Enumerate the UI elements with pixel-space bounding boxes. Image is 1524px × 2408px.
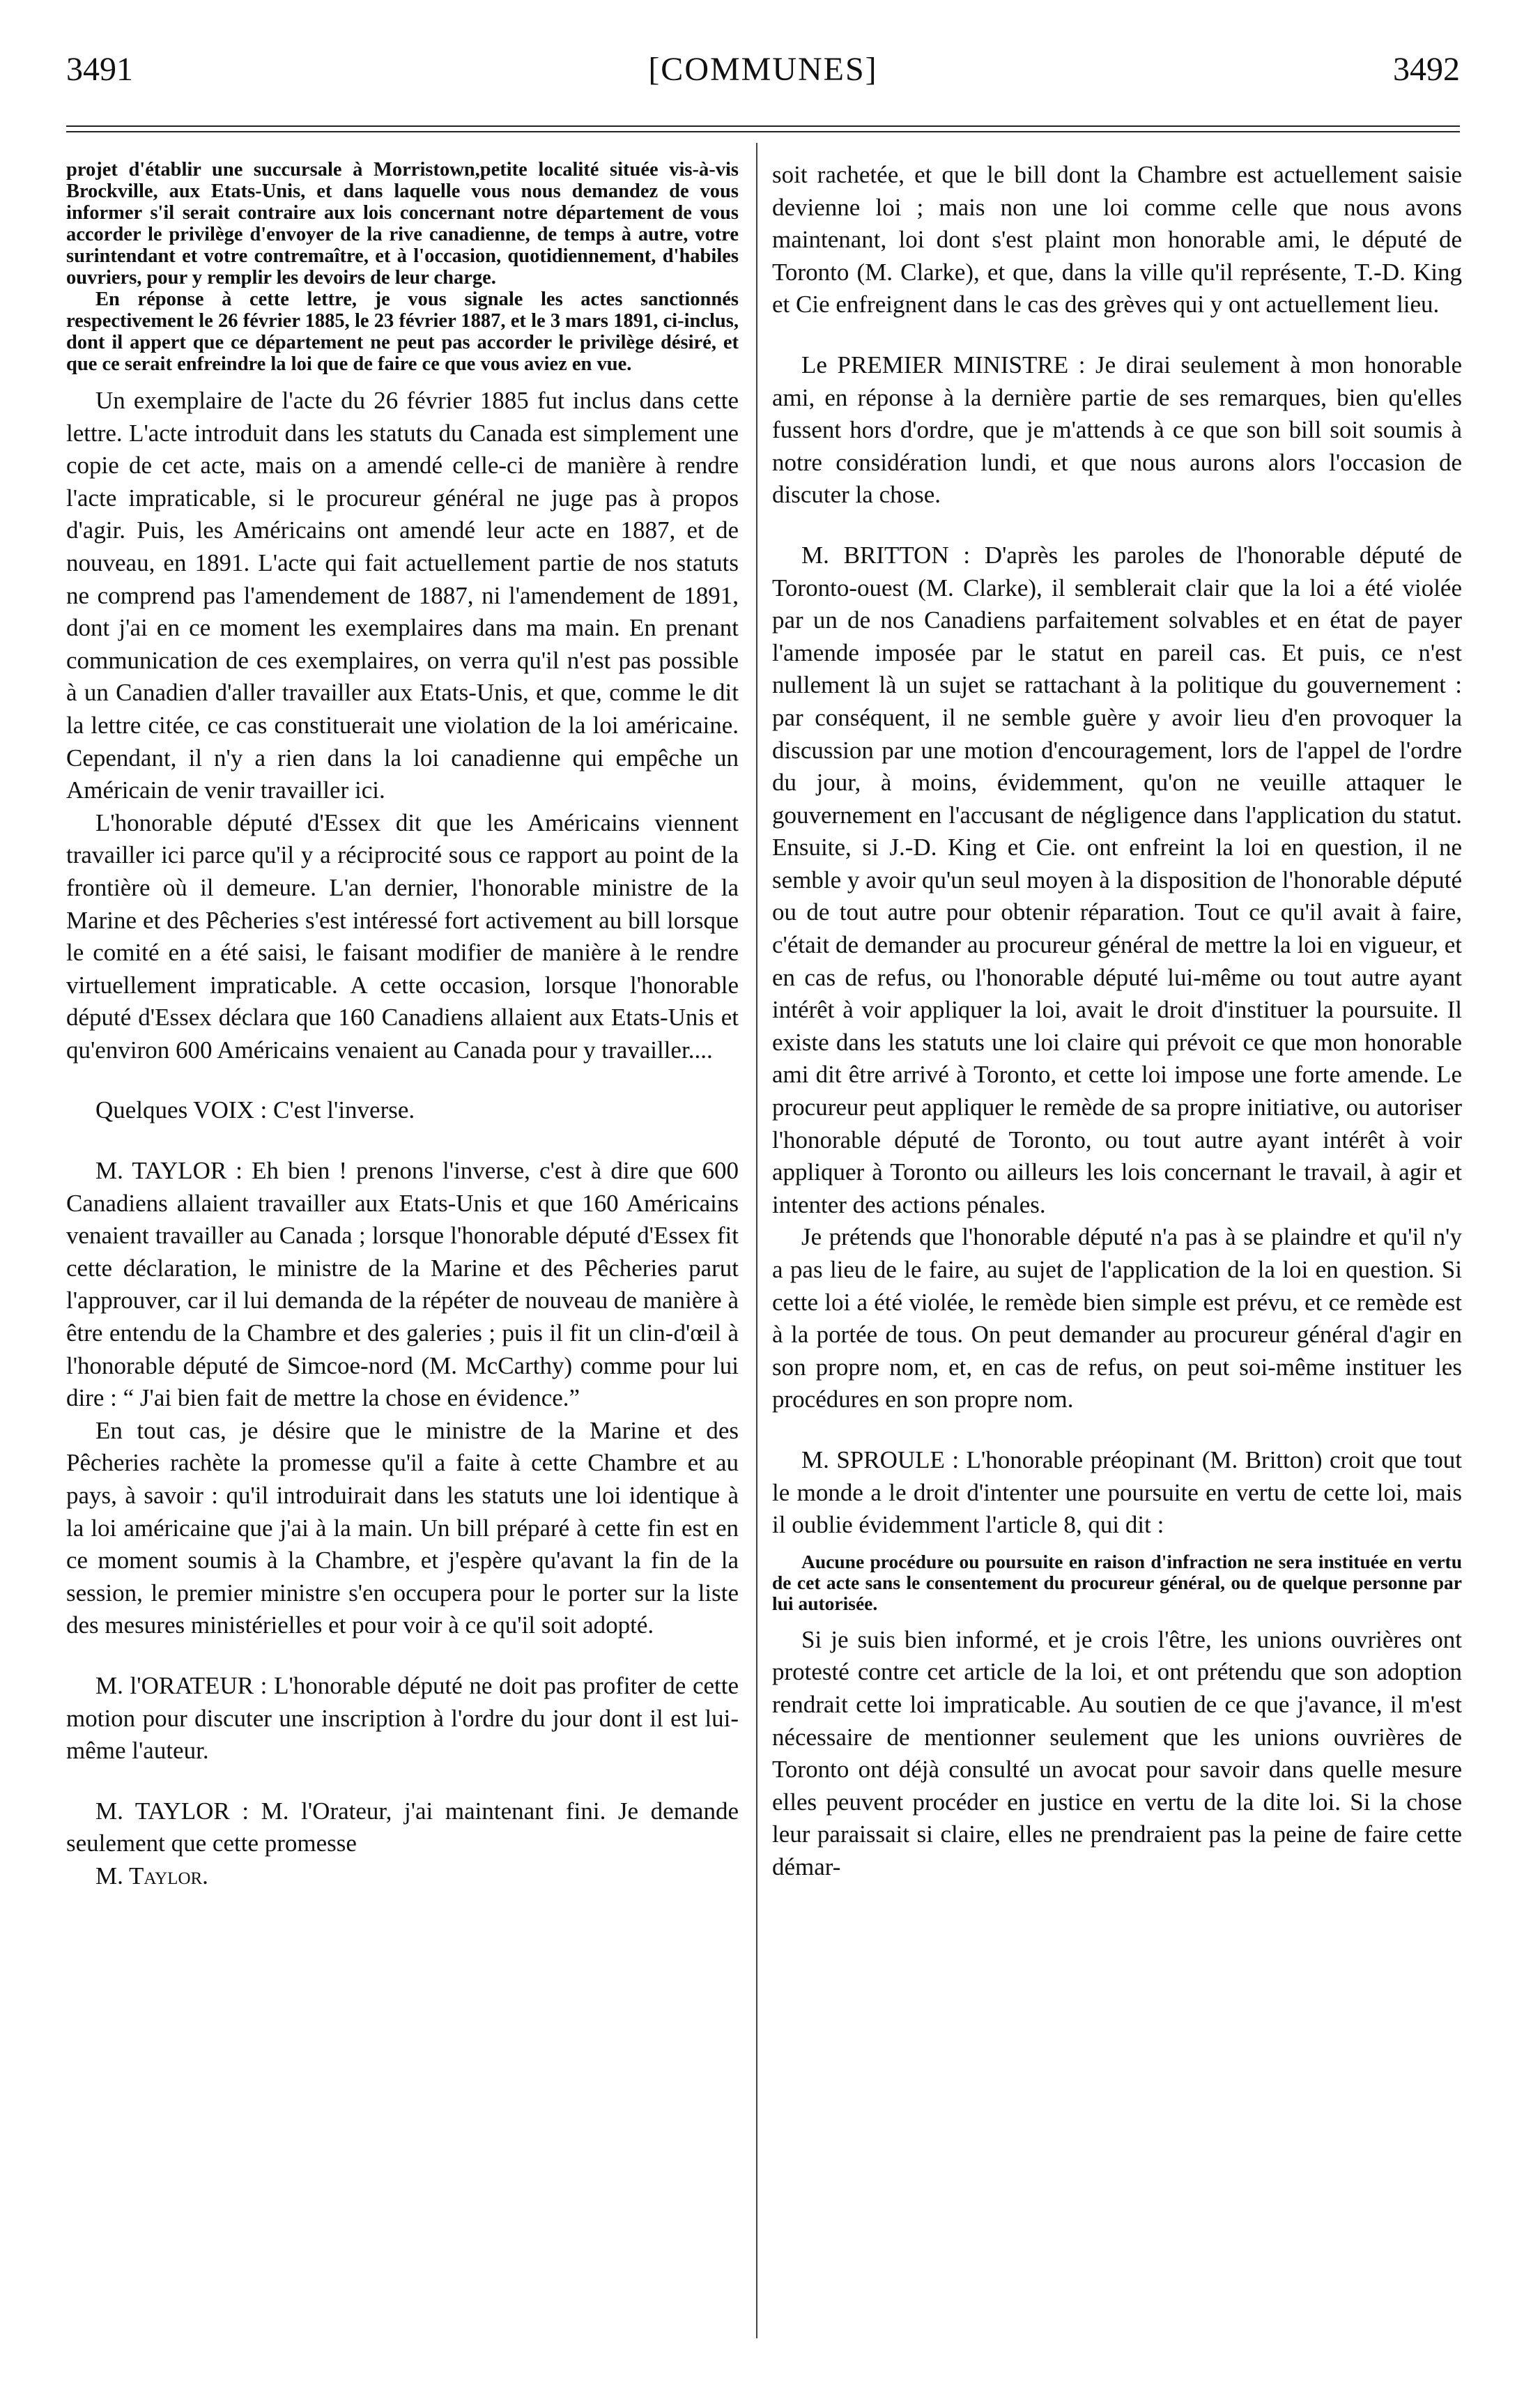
- running-title: [COMMUNES]: [648, 51, 878, 88]
- paragraph: Si je suis bien informé, et je crois l'être, les unions ouvrières ont protesté contre cet article de la loi, et ont prétendu que son adoption rendrait cette loi impraticable. Au soutien de ce que j'avance, il m'est nécessaire de mentionner seulement que les unions ouvrières de Toronto ont déjà consulté un avocat pour savoir dans quelle mesure elles peuvent procéder en justice en vertu de la dite loi. Si la chose leur paraissait si claire, elles ne prendraient pas la peine de faire cette démar-: [772, 1625, 1462, 1880]
- speaker: Quelques VOIX :: [95, 1096, 268, 1124]
- speech-paragraph: [772, 1444, 1462, 1542]
- letter-paragraph: En réponse à cette lettre, je vous signale les actes sanctionnés respectivement le 26 février 1885, le 23 février 1887, et le 3 mars 1891, ci-inclus, dont il appert que ce département ne peut pas accorder le privilège désiré, et que ce serait enfreindre la loi que de faire ce que vous aviez en vue.: [66, 289, 739, 375]
- paragraph: soit rachetée, et que le bill dont la Chambre est actuellement saisie devienne loi ; mais non une loi comme celle que nous avons maintenant, loi dont s'est plaint mon honorable ami, le député de Toronto (M. Clarke), et que, dans la ville qu'il représente, T.-D. King et Cie enfreignent dans le cas des grèves qui y ont actuellement lieu.: [772, 161, 1462, 319]
- speech-text: L'honorable préopinant (M. Britton) croit que tout le monde a le droit d'intenter une poursuite en vertu de cette loi, mais il oublie évidemment l'article 8, qui dit :: [772, 1445, 1462, 1539]
- speech-paragraph: [66, 1155, 739, 1415]
- speech-text: Eh bien ! prenons l'inverse, c'est à dire que 600 Canadiens allaient travailler aux Etats-Unis et que 160 Américains venaient travailler au Canada ; lorsque l'honorable député d'Essex fit cette déclaration, le ministre de la Marine et des Pêcheries parut l'approuver, car il lui demanda de la répéter de nouveau de manière à être entendu de la Chambre et des galeries ; puis il fit un clin-d'œil à l'honorable député de Simcoe-nord (M. McCarthy) comme pour lui dire : “ J'ai bien fait de mettre la chose en évidence.”: [66, 1157, 739, 1412]
- speaker: Le PREMIER MINISTRE :: [801, 351, 1086, 378]
- paragraph: En tout cas, je désire que le ministre de la Marine et des Pêcheries rachète la promesse qu'il a faite à cette Chambre et au pays, à savoir : qu'il introduirait dans les statuts une loi identique à la loi américaine que j'ai à la main. Un bill préparé à cette fin est en ce moment soumis à la Chambre, et j'espère qu'avant la fin de la session, le premier ministre s'en occupera pour le porter sur la liste des mesures ministérielles et pour voir à ce qu'il soit adopté.: [66, 1416, 739, 1639]
- quoted-article: Aucune procédure ou poursuite en raison d'infraction ne sera instituée en vertu de cet acte sans le consentement du procureur général, ou de quelque personne par lui autorisée.: [772, 1550, 1462, 1614]
- header-rule-top: [66, 125, 1460, 127]
- page-number-left: 3491: [66, 51, 133, 88]
- speech-paragraph: [66, 1795, 739, 1860]
- left-column: [66, 159, 739, 1893]
- speech-paragraph: [772, 349, 1462, 512]
- page-number-right: 3492: [1393, 51, 1460, 88]
- paragraph: Je prétends que l'honorable député n'a pas à se plaindre et qu'il n'y a pas lieu de le faire, au sujet de l'application de la loi en question. Si cette loi a été violée, le remède bien simple est prévu, et ce remède est à la portée de tous. On peut demander au procureur général d'agir en son propre nom, et, en cas de refus, on peut soi-même instituer les procédures en son propre nom.: [772, 1223, 1462, 1413]
- right-body-continued: [772, 1624, 1462, 1884]
- speech-paragraph: [66, 1670, 739, 1767]
- column-divider: [756, 143, 757, 2338]
- page-header: [66, 50, 1460, 106]
- speech-text: D'après les paroles de l'honorable député de Toronto-ouest (M. Clarke), il semblerait clair que la loi a été violée par un de nos Canadiens parfaitement solvables et en état de payer l'amende imposée par le statut en pareil cas. Et puis, ce n'est nullement là un sujet se rattachant à la politique du gouvernement : par conséquent, il ne semble guère y avoir lieu d'en provoquer la discussion par une motion d'encouragement, lors de l'appel de l'ordre du jour, à moins, évidemment, qu'on ne veuille attaquer le gouvernement en l'accusant de négligence dans l'application du statut. Ensuite, si J.-D. King et Cie. ont enfreint la loi en question, il ne semble y avoir qu'un seul moyen à la disposition de l'honorable député ou de tout autre pour obtenir réparation. Tout ce qu'il avait à faire, c'était de demander au procureur général de mettre la loi en vigueur, et en cas de refus, ou l'honorable député lui-même ou tout autre ayant intérêt à voir appliquer la loi, avait le droit d'instituer la poursuite. Il existe dans les statuts une loi claire qui prévoit ce que mon honorable ami dit être arrivé à Toronto, et cette loi impose une forte amende. Le procureur peut appliquer le remède de sa propre initiative, ou autoriser l'honorable député de Toronto, ou tout autre ayant intérêt à voir appliquer à Toronto ou ailleurs les lois concernant le travail, à agir et intenter des actions pénales.: [772, 541, 1463, 1218]
- speech-paragraph: [772, 539, 1462, 1221]
- speaker: M. l'ORATEUR :: [95, 1671, 268, 1699]
- quoted-letter: [66, 159, 739, 375]
- speech-paragraph: [66, 1094, 739, 1127]
- letter-paragraph: projet d'établir une succursale à Morristown,petite localité située vis-à-vis Brockville, aux Etats-Unis, et dans laquelle vous nous demandez de vous informer s'il serait contraire aux lois concernant notre département de vous accorder le privilège d'envoyer de la rive canadienne, de temps à autre, votre surintendant et votre contremaître, et à l'occasion, quotidiennement, d'habiles ouvriers, pour y remplir les devoirs de leur charge.: [66, 159, 739, 289]
- footer-name: M. Taylor.: [95, 1862, 208, 1889]
- speech-text: C'est l'inverse.: [267, 1096, 415, 1124]
- speech-text: Je dirai seulement à mon honorable ami, en réponse à la dernière partie de ses remarques, bien qu'elles fussent hors d'ordre, que je m'attends à ce que son bill soit soumis à notre considération lundi, et que nous aurons alors l'occasion de discuter la chose.: [772, 351, 1462, 509]
- right-column: [772, 159, 1462, 1884]
- speaker: M. TAYLOR :: [95, 1157, 243, 1185]
- speaker: M. SPROULE :: [801, 1445, 960, 1473]
- speech-text: L'honorable député ne doit pas profiter de cette motion pour discuter une inscription à l'ordre du jour dont il est lui-même l'auteur.: [66, 1671, 739, 1765]
- header-rule-bottom: [66, 131, 1460, 132]
- paragraph: Un exemplaire de l'acte du 26 février 1885 fut inclus dans cette lettre. L'acte introduit dans les statuts du Canada est simplement une copie de cet acte, mais on a amendé celle-ci de manière à rendre l'acte impraticable, si le procureur général ne juge pas à propos d'agir. Puis, les Américains ont amendé leur acte en 1887, et de nouveau, en 1891. L'acte qui fait actuellement partie de nos statuts ne comprend pas l'amendement de 1887, ni l'amendement de 1891, dont j'ai en ce moment les exemplaires dans ma main. En prenant communication de ces exemplaires, on verra qu'il n'est pas possible à un Canadien d'aller travailler aux Etats-Unis, et que, comme le dit la lettre citée, ce cas constituerait une violation de la loi américaine. Cependant, il n'y a rien dans la loi canadienne qui empêche un Américain de venir travailler ici.: [66, 387, 739, 804]
- speaker: M. BRITTON :: [801, 541, 971, 569]
- speaker-footer: [66, 1860, 739, 1893]
- paragraph: L'honorable député d'Essex dit que les Américains viennent travailler ici parce qu'il y a réciprocité sous ce rapport au point de la frontière où il demeure. L'an dernier, l'honorable ministre de la Marine et des Pêcheries s'est intéressé fort activement au bill lorsque le comité en a été saisi, le faisant modifier de manière à le rendre virtuellement impraticable. A cette occasion, lorsque l'honorable député d'Essex déclara que 160 Canadiens allaient aux Etats-Unis et qu'environ 600 Américains venaient au Canada pour y travailler....: [66, 808, 739, 1064]
- right-body: [772, 159, 1462, 1542]
- left-body: [66, 385, 739, 1893]
- speech-text: M. l'Orateur, j'ai maintenant fini. Je demande seulement que cette promesse: [66, 1797, 739, 1857]
- speaker: M. TAYLOR :: [95, 1797, 249, 1825]
